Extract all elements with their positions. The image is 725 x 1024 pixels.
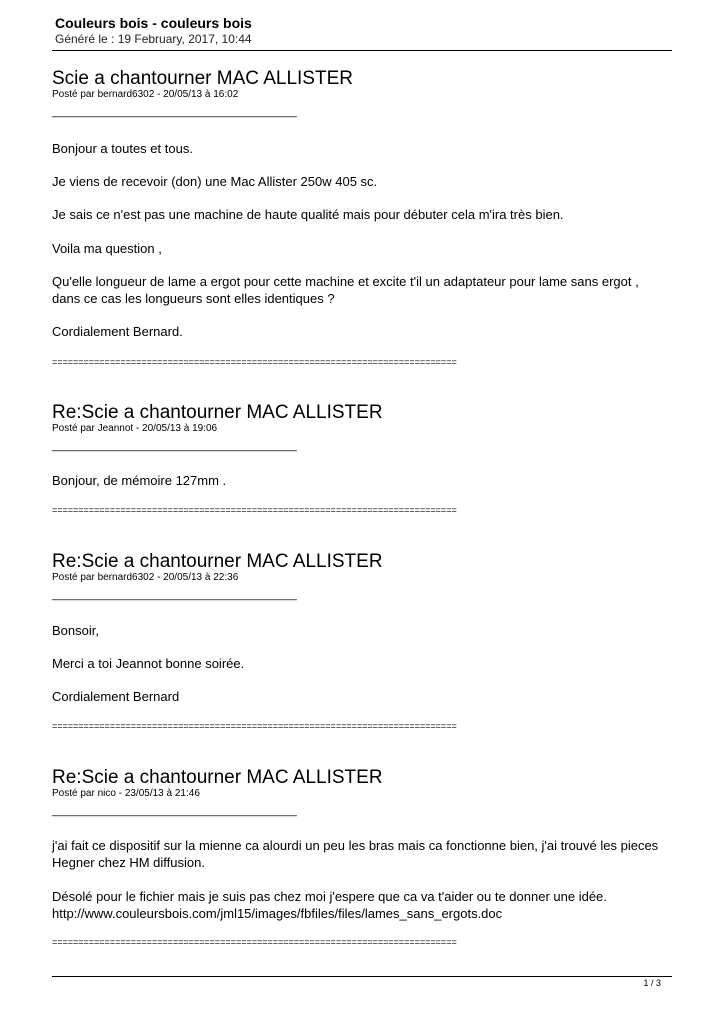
post-meta: Posté par nico - 23/05/13 à 21:46 xyxy=(52,788,200,799)
post-paragraph: Bonjour a toutes et tous. xyxy=(52,141,193,156)
header-divider xyxy=(52,50,672,51)
post-title: Re:Scie a chantourner MAC ALLISTER xyxy=(52,402,383,423)
post-paragraph: Je sais ce n'est pas une machine de haute qualité mais pour débuter cela m'ira très bien. xyxy=(52,207,564,222)
post-paragraph: Bonjour, de mémoire 127mm . xyxy=(52,473,227,488)
post-paragraph: Bonsoir, xyxy=(52,623,99,638)
title-underline: ________________________________________ xyxy=(52,589,297,601)
post-paragraph: j'ai fait ce dispositif sur la mienne ca alourdi un peu les bras mais ca fonctionne bien, j'ai trouvé les pieces Hegner chez HM diffusion. xyxy=(52,838,659,870)
title-underline: ________________________________________ xyxy=(52,440,297,452)
page-number: 1 / 3 xyxy=(643,978,661,988)
post-paragraph: Désolé pour le fichier mais je suis pas chez moi j'espere que ca va t'aider ou te donner une idée. http://www.couleursbois.com/jml15/images/fbfiles/files/lames_sans_ergots.doc xyxy=(52,889,607,921)
site-title: Couleurs bois - couleurs bois xyxy=(55,15,252,31)
post xyxy=(52,552,672,742)
post-title: Re:Scie a chantourner MAC ALLISTER xyxy=(52,551,383,572)
post xyxy=(52,403,672,523)
post-title: Re:Scie a chantourner MAC ALLISTER xyxy=(52,767,383,788)
post-meta: Posté par Jeannot - 20/05/13 à 19:06 xyxy=(52,423,218,434)
title-underline: ________________________________________ xyxy=(52,106,297,118)
page-header xyxy=(55,15,252,47)
generated-date: Généré le : 19 February, 2017, 10:44 xyxy=(55,32,252,46)
post xyxy=(52,768,672,958)
post-paragraph: Cordialement Bernard. xyxy=(52,324,183,339)
post-paragraph: Qu'elle longueur de lame a ergot pour cette machine et excite t'il un adaptateur pour lame sans ergot , dans ce cas les longueurs sont elles identiques ? xyxy=(52,274,639,306)
post-separator: ============================================================================= xyxy=(52,505,457,515)
post-meta: Posté par bernard6302 - 20/05/13 à 16:02 xyxy=(52,89,239,100)
post-meta: Posté par bernard6302 - 20/05/13 à 22:36 xyxy=(52,572,239,583)
post-separator: ============================================================================= xyxy=(52,721,457,731)
post-paragraph: Merci a toi Jeannot bonne soirée. xyxy=(52,656,245,671)
post-paragraph: Cordialement Bernard xyxy=(52,689,180,704)
post-title: Scie a chantourner MAC ALLISTER xyxy=(52,68,353,89)
post xyxy=(52,69,672,369)
post-separator: ============================================================================= xyxy=(52,357,457,367)
footer-divider xyxy=(52,976,672,977)
post-separator: ============================================================================= xyxy=(52,937,457,947)
post-paragraph: Je viens de recevoir (don) une Mac Allister 250w 405 sc. xyxy=(52,174,378,189)
title-underline: ________________________________________ xyxy=(52,805,297,817)
post-paragraph: Voila ma question , xyxy=(52,241,162,256)
